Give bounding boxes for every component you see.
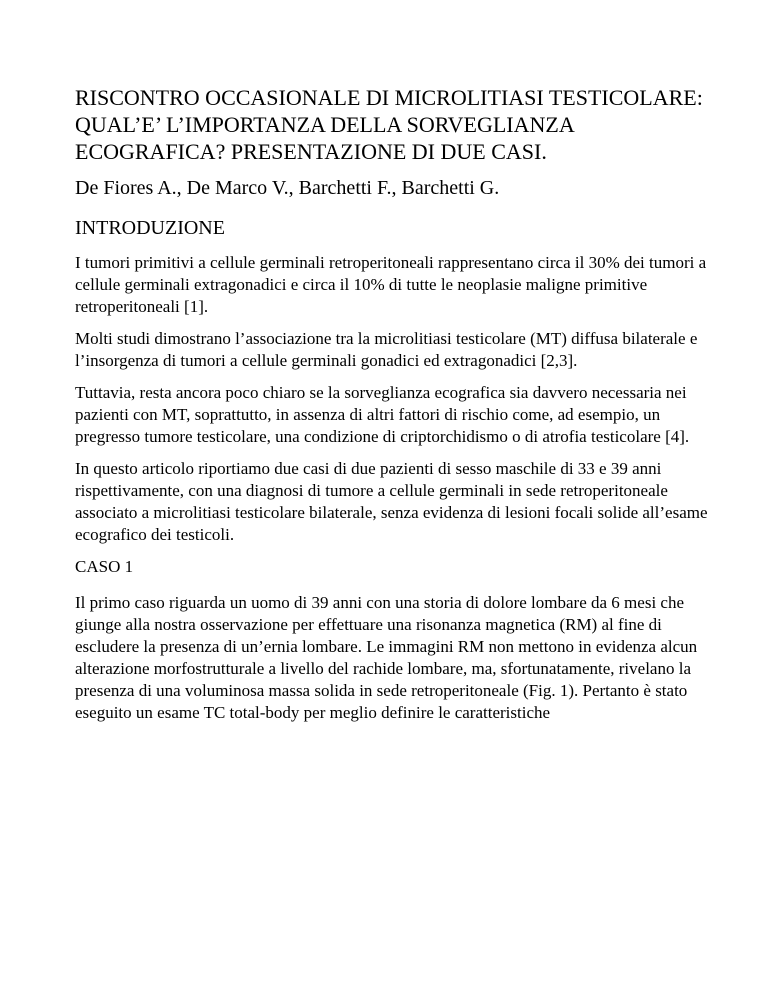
intro-paragraph: In questo articolo riportiamo due casi di due pazienti di sesso maschile di 33 e 39 anni rispettivamente, con una diagnosi di tumore a cellule germinali in sede retroperitoneale associato a microlitiasi testicolare bilaterale, senza evidenza di lesioni focali solide all’esame ecografico dei testicoli. <box>75 459 708 544</box>
intro-paragraph: Tuttavia, resta ancora poco chiaro se la sorveglianza ecografica sia davvero necessaria nei pazienti con MT, soprattutto, in assenza di altri fattori di rischio come, ad esempio, un pregresso tumore testicolare, una condizione di criptorchidismo o di atrofia testicolare [4]. <box>75 383 690 446</box>
intro-paragraph: Molti studi dimostrano l’associazione tra la microlitiasi testicolare (MT) diffusa bilaterale e l’insorgenza di tumori a cellule germinali gonadici ed extragonadici [2,3]. <box>75 329 698 370</box>
document-page <box>75 84 715 734</box>
document-title: RISCONTRO OCCASIONALE DI MICROLITIASI TESTICOLARE: QUAL’E’ L’IMPORTANZA DELLA SORVEGLIANZA ECOGRAFICA? PRESENTAZIONE DI DUE CASI. <box>75 85 703 164</box>
section-heading-introduzione: INTRODUZIONE <box>75 217 225 239</box>
section-heading-caso-1: CASO 1 <box>75 557 134 576</box>
case1-paragraph: Il primo caso riguarda un uomo di 39 anni con una storia di dolore lombare da 6 mesi che giunge alla nostra osservazione per effettuare una risonanza magnetica (RM) al fine di escludere la presenza di un’ernia lombare. Le immagini RM non mettono in evidenza alcun alterazione morfostrutturale a livello del rachide lombare, ma, sfortunatamente, rivelano la presenza di una voluminosa massa solida in sede retroperitoneale (Fig. 1). Pertanto è stato eseguito un esame TC total-body per meglio definire le caratteristiche <box>75 593 698 722</box>
author-list: De Fiores A., De Marco V., Barchetti F., Barchetti G. <box>75 177 500 199</box>
intro-paragraph: I tumori primitivi a cellule germinali retroperitoneali rappresentano circa il 30% dei tumori a cellule germinali extragonadici e circa il 10% di tutte le neoplasie maligne primitive retroperitoneali [1]. <box>75 253 707 316</box>
